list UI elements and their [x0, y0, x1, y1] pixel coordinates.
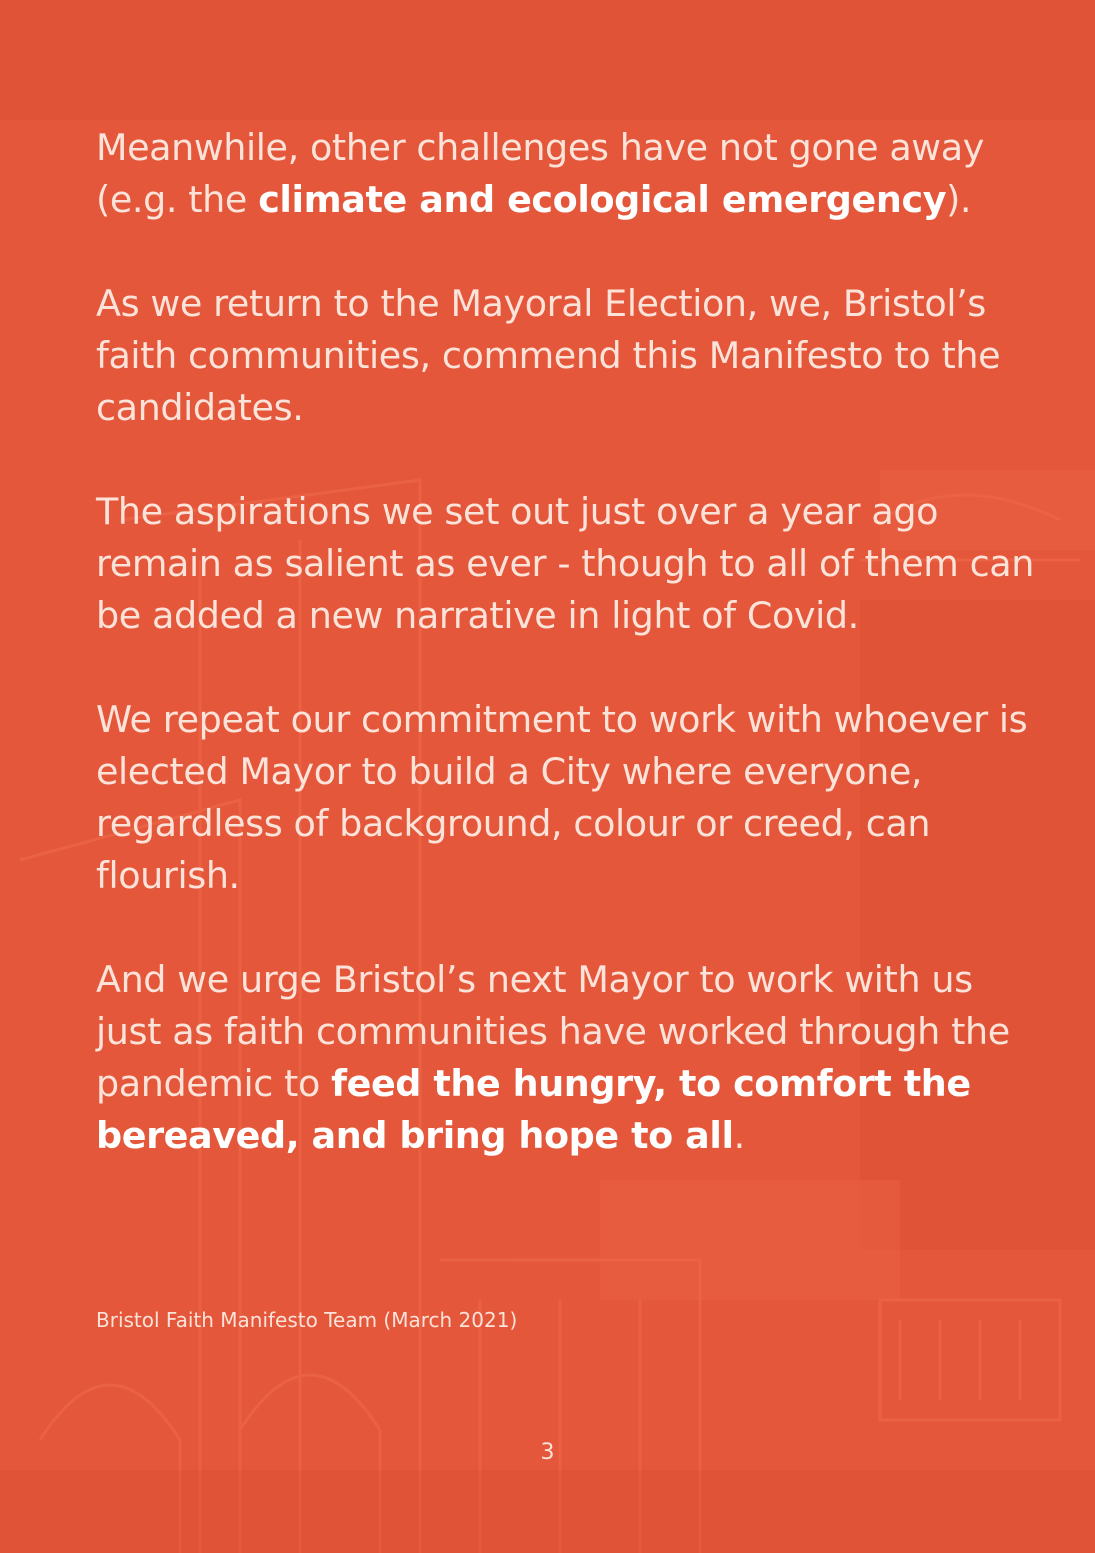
paragraph-text: As we return to the Mayoral Election, we, Bristol’s faith communities, commend this Manifesto to the candidates.	[96, 282, 1001, 429]
paragraph-return	[96, 278, 1036, 434]
paragraph-commitment	[96, 694, 1036, 902]
paragraph-text: .	[733, 1114, 745, 1157]
paragraph-text: The aspirations we set out just over a year ago remain as salient as ever - though to all of them can be added a new narrative in light of Covid.	[96, 490, 1035, 637]
paragraph-text: ).	[946, 178, 972, 221]
page-number: 3	[540, 1440, 555, 1465]
paragraph-urge	[96, 954, 1036, 1162]
paragraph-aspirations	[96, 486, 1036, 642]
paragraph-challenges	[96, 122, 1036, 226]
bold-phrase: climate and ecological emergency	[258, 178, 947, 221]
bold-phrase: feed the hungry, to comfort the bereaved, and bring hope to all	[96, 1062, 971, 1157]
paragraph-text: Meanwhile, other challenges have not gone away (e.g. the	[96, 126, 984, 221]
manifesto-text	[96, 122, 1036, 1214]
paragraph-text: And we urge Bristol’s next Mayor to work with us just as faith communities have worked through the pandemic to	[96, 958, 1010, 1105]
signature: Bristol Faith Manifesto Team (March 2021)	[96, 1308, 518, 1332]
paragraph-text: We repeat our commitment to work with whoever is elected Mayor to build a City where everyone, regardless of background, colour or creed, can flourish.	[96, 698, 1028, 897]
